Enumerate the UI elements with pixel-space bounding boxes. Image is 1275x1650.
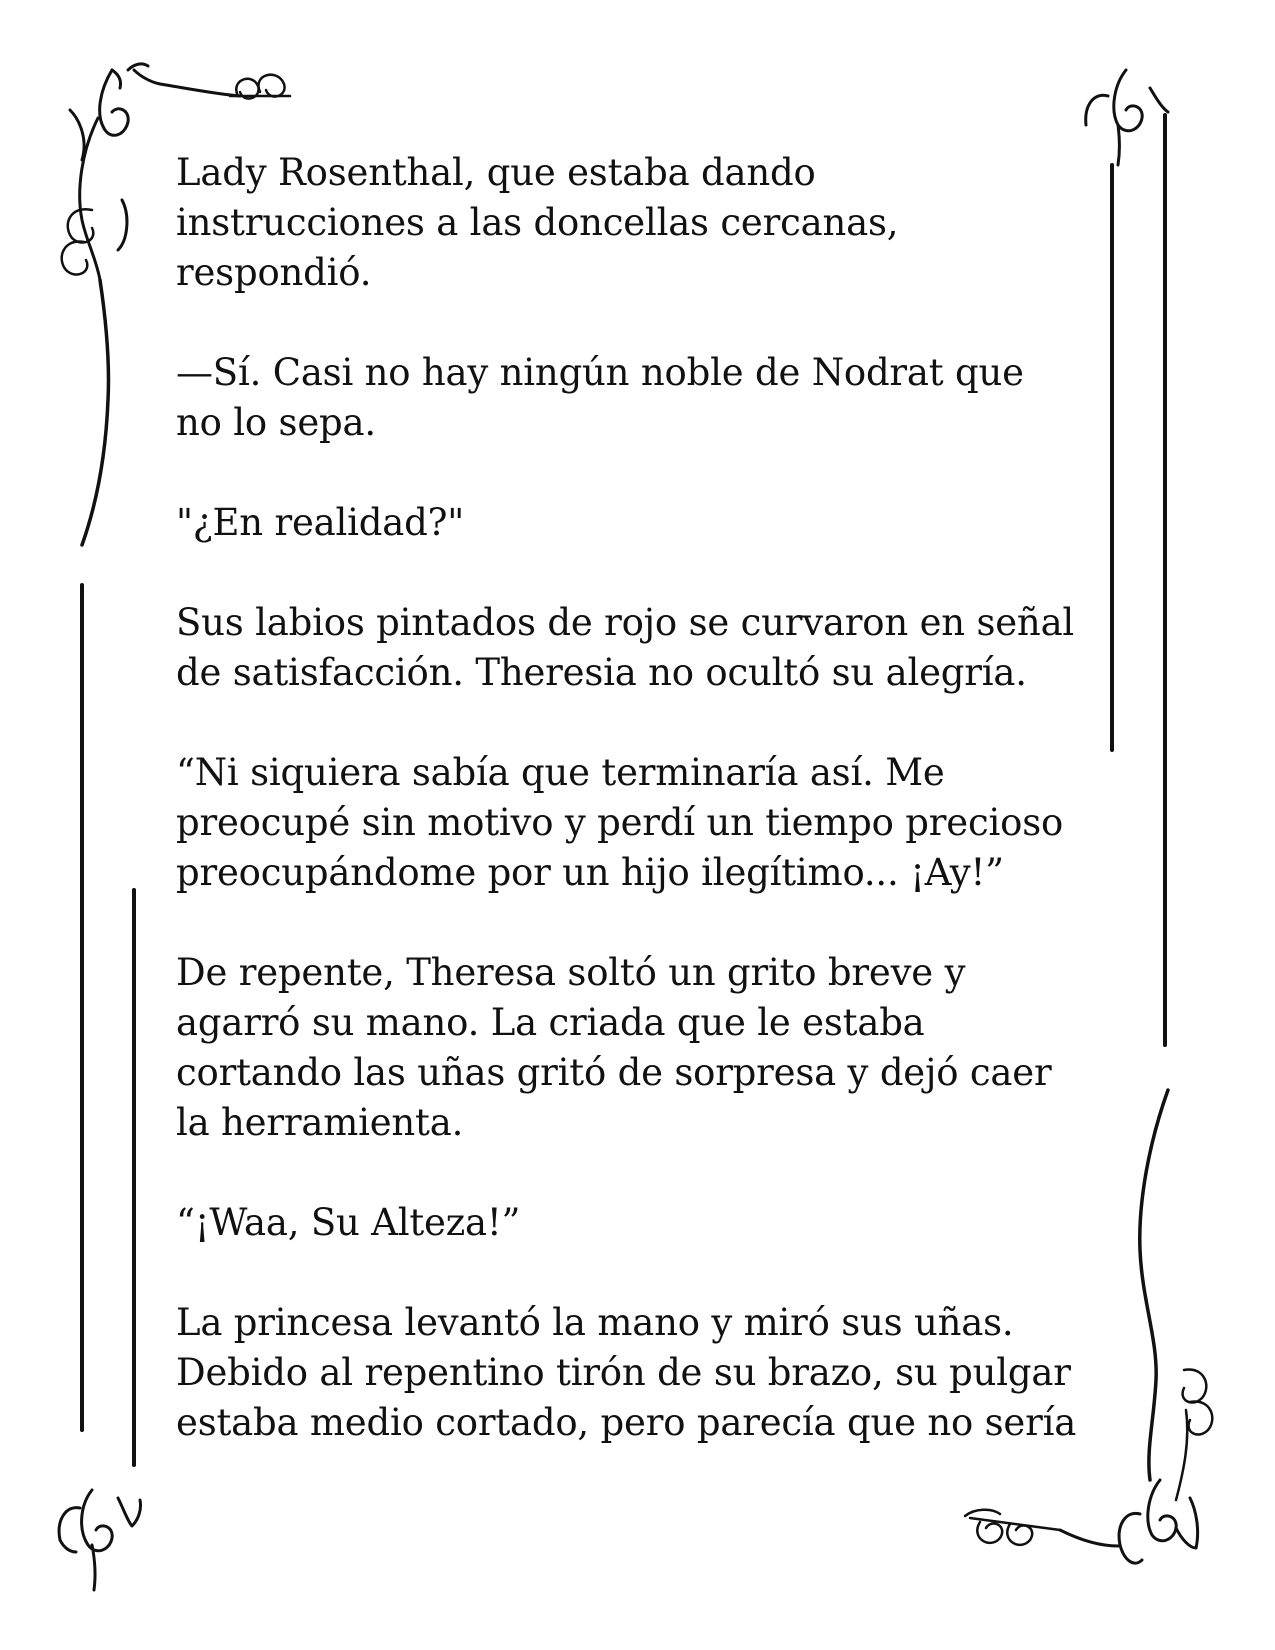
top-left-curl-ornament [230,75,290,99]
left-scroll-ornament [62,209,94,274]
paragraph-1: Lady Rosenthal, que estaba dando instrucciones a las doncellas cercanas, respondió. [176,151,899,294]
paragraph-5: “Ni siquiera sabía que terminaría así. Me preocupé sin motivo y perdí un tiempo precioso preocupándome por un hijo ilegítimo... ¡Ay!” [176,751,1064,894]
paragraph-6: De repente, Theresa soltó un grito breve y agarró su mano. La criada que le estaba cortando las uñas gritó de sorpresa y dejó caer la herramienta. [176,951,1052,1144]
bottom-right-curl-ornament [965,1510,1060,1545]
left-swoop-line [82,280,109,545]
paragraph-3: "¿En realidad?" [176,501,465,544]
paragraph-2: —Sí. Casi no hay ningún noble de Nodrat que no lo sepa. [176,351,1024,444]
document-body [176,148,1106,1448]
bottom-left-flourish [59,1490,140,1590]
right-swoop-line [1140,1090,1168,1480]
paragraph-4: Sus labios pintados de rojo se curvaron en señal de satisfacción. Theresia no ocultó su alegría. [176,601,1075,694]
paragraph-8: La princesa levantó la mano y miró sus uñas. Debido al repentino tirón de su brazo, su pulgar estaba medio cortado, pero parecía que no sería [176,1301,1077,1444]
paragraph-7: “¡Waa, Su Alteza!” [176,1201,521,1244]
right-scroll-ornament [1176,1369,1212,1500]
